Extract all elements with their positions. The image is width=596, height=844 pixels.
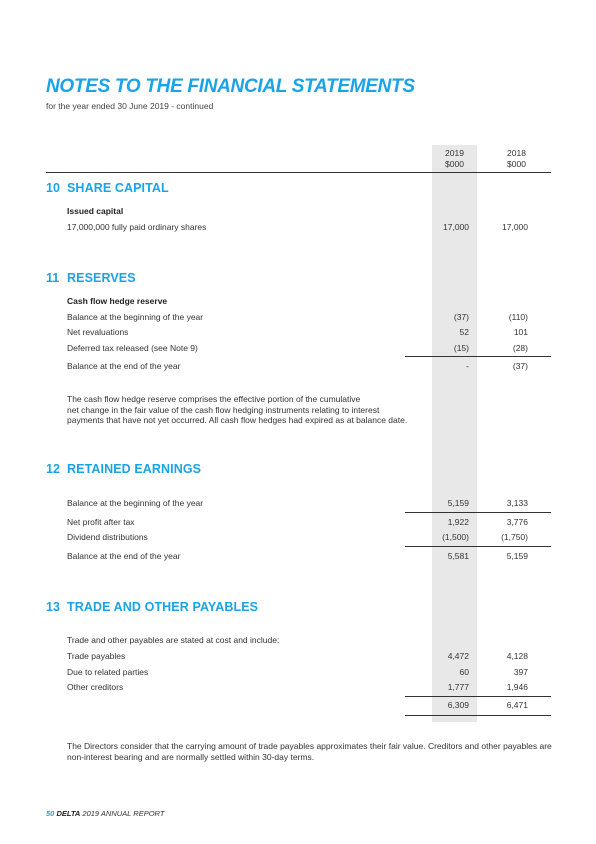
note-number: 11 — [46, 271, 60, 285]
value-2018: 1,946 — [506, 682, 528, 692]
total-2018: 6,471 — [506, 700, 528, 710]
column-header-2019 — [432, 148, 477, 169]
subtotal-rule — [405, 546, 551, 547]
note-title: TRADE AND OTHER PAYABLES — [67, 600, 259, 614]
row-label: Balance at the beginning of the year — [67, 498, 204, 508]
value-2019: 4,472 — [447, 651, 469, 661]
note-subheading: Issued capital — [67, 206, 124, 216]
value-2018: (110) — [508, 312, 528, 322]
value-2019: (37) — [453, 312, 469, 322]
value-2018: 101 — [513, 327, 528, 337]
paragraph-line: The cash flow hedge reserve comprises the effective portion of the cumulative — [67, 394, 361, 404]
value-2019: 5,581 — [447, 551, 469, 561]
report-name: 2019 ANNUAL REPORT — [82, 809, 165, 818]
total-rule — [405, 715, 551, 716]
column-year: 2018 — [507, 148, 526, 158]
value-2018: (37) — [512, 361, 528, 371]
payables-explanation — [67, 741, 552, 762]
value-2018: 3,776 — [506, 517, 528, 527]
row-label: Net revaluations — [67, 327, 129, 337]
row-label: 17,000,000 fully paid ordinary shares — [67, 222, 207, 232]
value-2019: (15) — [453, 343, 469, 353]
page-title: NOTES TO THE FINANCIAL STATEMENTS — [46, 76, 415, 97]
row-label: Deferred tax released (see Note 9) — [67, 343, 198, 353]
row-label: Other creditors — [67, 682, 124, 692]
value-2018: 17,000 — [502, 222, 528, 232]
value-2019: (1,500) — [442, 532, 469, 542]
page-number: 50 — [46, 809, 55, 818]
note-number: 12 — [46, 462, 60, 476]
value-2019: - — [466, 361, 469, 371]
paragraph-line: net change in the fair value of the cash flow hedging instruments relating to interest — [67, 404, 380, 415]
value-2018: 397 — [513, 667, 528, 677]
row-label: Due to related parties — [67, 667, 149, 677]
paragraph-line: non-interest bearing and are normally settled within 30-day terms. — [67, 751, 315, 762]
value-2019: 60 — [459, 667, 469, 677]
total-2019: 6,309 — [447, 700, 469, 710]
value-2019: 1,777 — [447, 682, 469, 692]
page-subtitle: for the year ended 30 June 2019 - continued — [46, 101, 214, 111]
value-2019: 5,159 — [447, 498, 469, 508]
header-divider — [46, 172, 551, 173]
row-label: Dividend distributions — [67, 532, 148, 542]
column-header-2018 — [494, 148, 539, 169]
note-number: 13 — [46, 600, 60, 614]
note-intro: Trade and other payables are stated at cost and include: — [67, 635, 280, 645]
value-2019: 1,922 — [447, 517, 469, 527]
value-2018: (1,750) — [501, 532, 528, 542]
value-2018: (28) — [512, 343, 528, 353]
row-label: Net profit after tax — [67, 517, 135, 527]
value-2018: 4,128 — [506, 651, 528, 661]
row-label: Balance at the end of the year — [67, 551, 181, 561]
reserves-explanation — [67, 394, 407, 426]
value-2019: 52 — [459, 327, 469, 337]
brand-name: DELTA — [56, 809, 81, 818]
row-label: Balance at the end of the year — [67, 361, 181, 371]
subtotal-rule — [405, 512, 551, 513]
paragraph-line: The Directors consider that the carrying amount of trade payables approximates their fair value. Creditors and other payables are — [67, 741, 552, 751]
note-subheading: Cash flow hedge reserve — [67, 296, 168, 306]
subtotal-rule — [405, 356, 551, 357]
note-title: RESERVES — [67, 271, 136, 285]
paragraph-line: payments that have not yet occurred. All cash flow hedges had expired as at balance date. — [67, 415, 408, 425]
note-title: SHARE CAPITAL — [67, 181, 169, 195]
note-title: RETAINED EARNINGS — [67, 462, 202, 476]
column-unit: $000 — [445, 158, 464, 169]
row-label: Trade payables — [67, 651, 126, 661]
value-2019: 17,000 — [443, 222, 469, 232]
value-2018: 5,159 — [506, 551, 528, 561]
row-label: Balance at the beginning of the year — [67, 312, 204, 322]
column-year: 2019 — [445, 148, 464, 158]
value-2018: 3,133 — [506, 498, 528, 508]
column-unit: $000 — [507, 158, 526, 169]
note-number: 10 — [46, 181, 60, 195]
page-footer — [46, 809, 164, 818]
subtotal-rule — [405, 696, 551, 697]
